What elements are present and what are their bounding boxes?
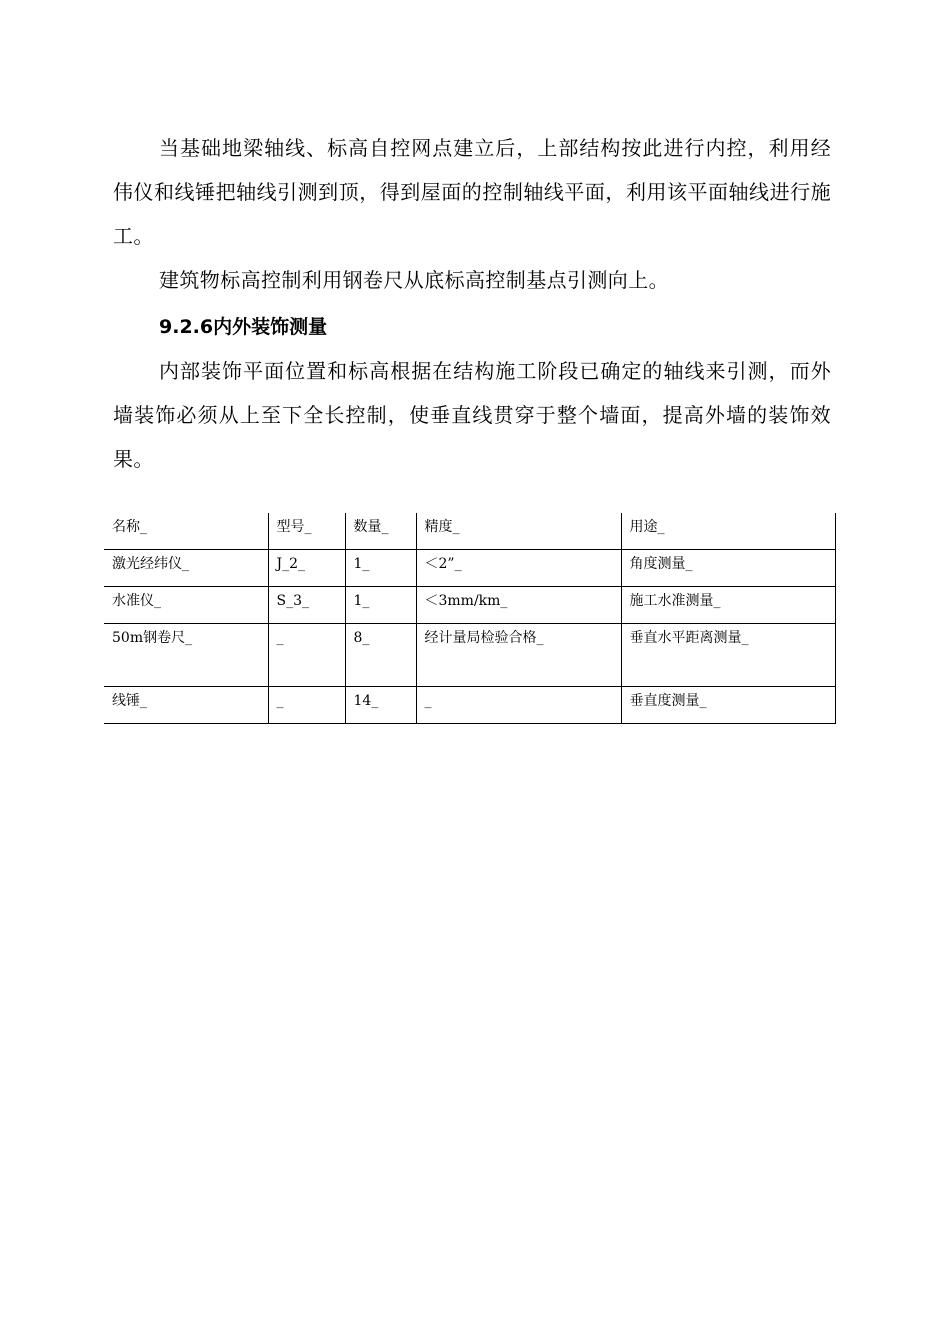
table-cell: 激光经纬仪_: [104, 550, 268, 587]
paragraph-elevation-control: 建筑物标高控制利用钢卷尺从底标高控制基点引测向上。: [159, 268, 669, 292]
paragraph-axis-control: 当基础地梁轴线、标高自控网点建立后，上部结构按此进行内控，利用经伟仪和线锤把轴线引测到顶，得到屋面的控制轴线平面，利用该平面轴线进行施工。: [113, 136, 831, 248]
table-cell: 14_: [345, 687, 416, 724]
table-cell: 垂直度测量_: [621, 687, 835, 724]
header-cell: 用途_: [621, 513, 835, 550]
table-cell: 经计量局检验合格_: [416, 624, 621, 687]
table-cell: J_2_: [268, 550, 345, 587]
paragraph-decoration-survey: 内部装饰平面位置和标高根据在结构施工阶段已确定的轴线来引测，而外墙装饰必须从上至下全长控制，使垂直线贯穿于整个墙面，提高外墙的装饰效果。: [113, 359, 831, 471]
header-cell: 名称_: [104, 513, 268, 550]
table-header-row: [104, 513, 835, 550]
table-cell: 1_: [345, 587, 416, 624]
table-cell: _: [268, 624, 345, 687]
table-cell: _: [268, 687, 345, 724]
equipment-table: [104, 513, 836, 724]
table-cell: 角度测量_: [621, 550, 835, 587]
table-cell: 8_: [345, 624, 416, 687]
table-row: [104, 587, 835, 624]
header-cell: 型号_: [268, 513, 345, 550]
table-cell: 1_: [345, 550, 416, 587]
table-row: [104, 550, 835, 587]
table-cell: S_3_: [268, 587, 345, 624]
table-cell: 垂直水平距离测量_: [621, 624, 835, 687]
table-row: [104, 687, 835, 724]
table-cell: _: [416, 687, 621, 724]
table-cell: 线锤_: [104, 687, 268, 724]
table-cell: 施工水准测量_: [621, 587, 835, 624]
table-cell: 50m钢卷尺_: [104, 624, 268, 687]
section-heading: 9.2.6内外装饰测量: [159, 316, 328, 338]
table-cell: ＜3mm/km_: [416, 587, 621, 624]
table-cell: 水准仪_: [104, 587, 268, 624]
header-cell: 精度_: [416, 513, 621, 550]
header-cell: 数量_: [345, 513, 416, 550]
table-row: [104, 624, 835, 687]
table-cell: ＜2”_: [416, 550, 621, 587]
